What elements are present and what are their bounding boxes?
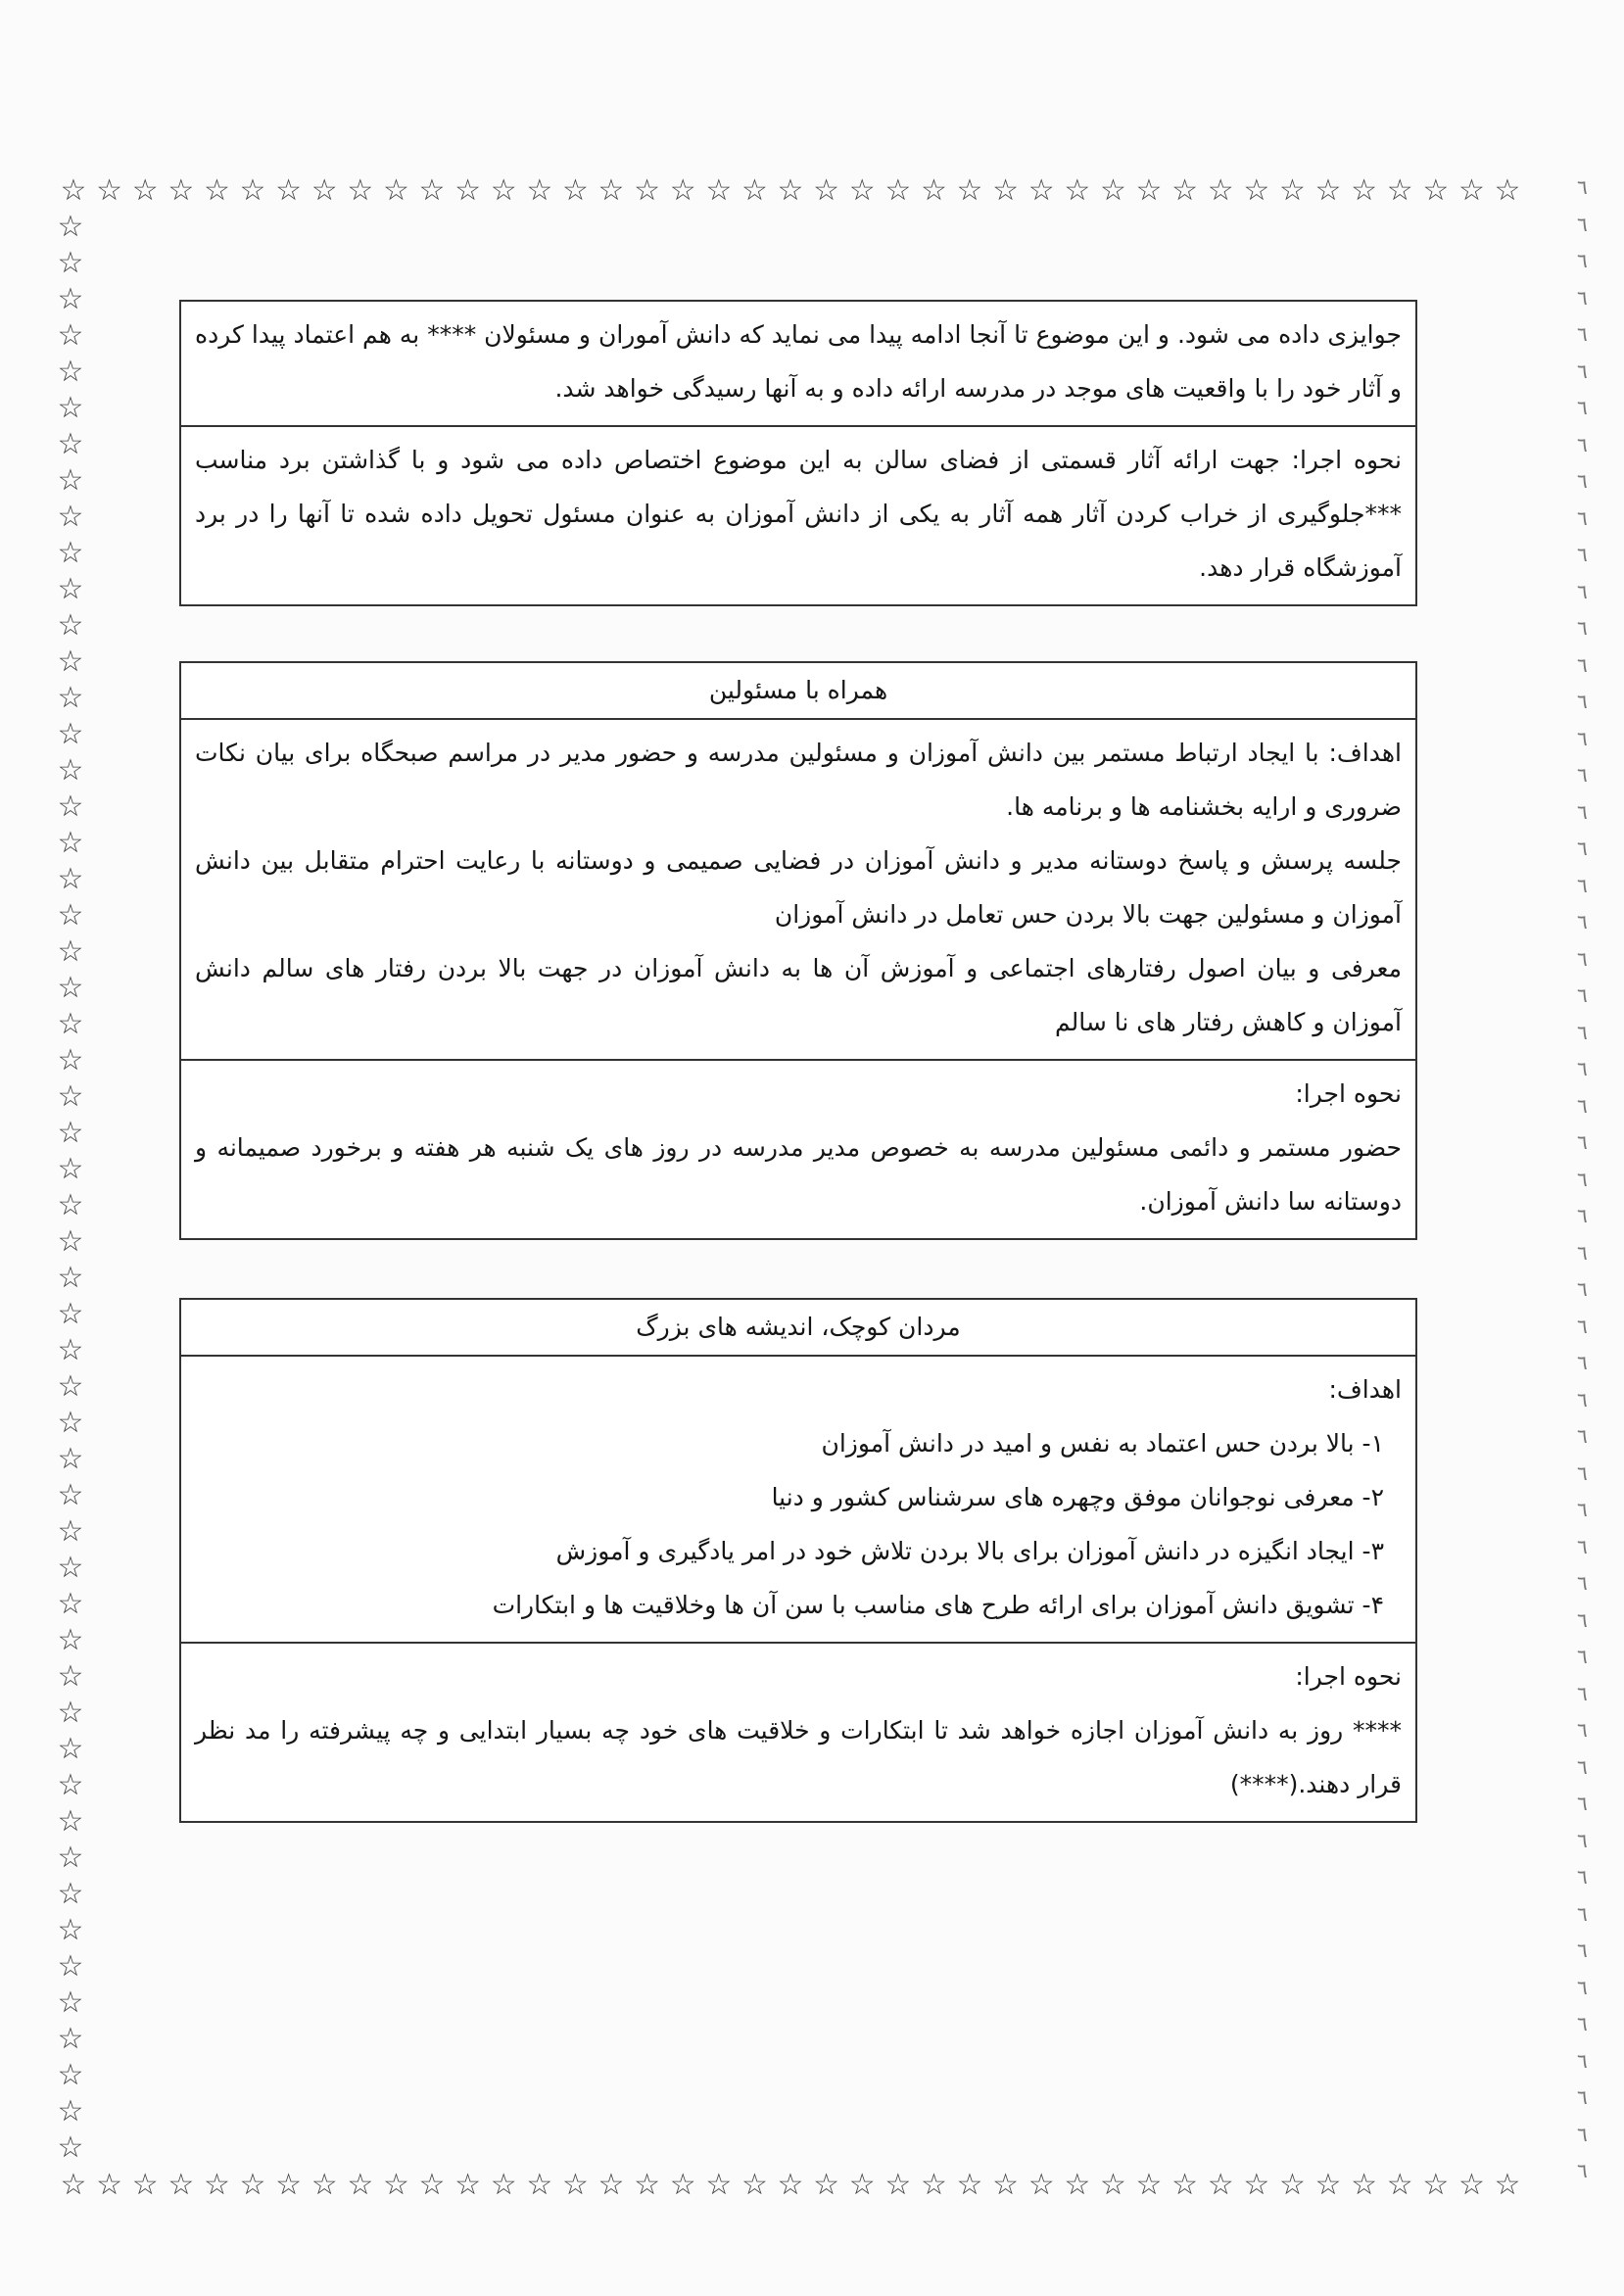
star-icon: ☆: [239, 173, 266, 208]
star-icon: ☆: [956, 2168, 983, 2202]
star-icon: ☆: [884, 2168, 912, 2202]
star-icon: ☆: [60, 173, 87, 208]
star-icon: ☆: [1064, 2168, 1091, 2202]
star-icon: ☆: [167, 2168, 195, 2202]
star-icon: ☆: [57, 2130, 84, 2165]
star-icon: ☆: [1099, 2168, 1126, 2202]
star-icon: ☆: [57, 1442, 84, 1476]
star-icon: ☆: [57, 572, 84, 606]
star-icon: ☆: [848, 173, 876, 208]
border-mark-icon: ٦: [1577, 285, 1588, 310]
star-icon: ☆: [1494, 173, 1521, 208]
star-icon: ☆: [1207, 173, 1234, 208]
border-mark-icon: ٦: [1577, 396, 1588, 419]
star-icon: ☆: [57, 2022, 84, 2056]
border-mark-icon: ٦: [1577, 1240, 1588, 1265]
star-icon: ☆: [669, 2168, 696, 2202]
star-icon: ☆: [669, 173, 696, 208]
method-paragraph: **** روز به دانش آموزان اجازه خواهد شد تا ابتکارات و خلاقیت های خود چه بسیار ابتدایی و چه پیشرفته را مد نظر قرار دهند.(****): [195, 1716, 1402, 1798]
star-icon: ☆: [1351, 2168, 1378, 2202]
goal-paragraph: جلسه پرسش و پاسخ دوستانه مدیر و دانش آموزان در فضایی صمیمی و دوستانه با رعایت احترام متقابل بین دانش آموزان و مسئولین جهت بالا بردن حس تعامل در دانش آموزان: [195, 846, 1402, 929]
border-mark-icon: ٦: [1577, 690, 1588, 713]
star-icon: ☆: [57, 2094, 84, 2129]
star-icon: ☆: [1386, 173, 1413, 208]
star-icon: ☆: [956, 173, 983, 208]
border-mark-icon: ٦: [1577, 1681, 1588, 1705]
border-mark-icon: ٦: [1577, 212, 1588, 236]
star-icon: ☆: [740, 173, 768, 208]
border-mark-icon: ٦: [1577, 1534, 1588, 1558]
star-icon: ☆: [454, 2168, 482, 2202]
border-mark-icon: ٦: [1577, 1865, 1588, 1889]
border-mark-icon: ٦: [1577, 1093, 1588, 1118]
star-icon: ☆: [57, 1587, 84, 1621]
star-icon: ☆: [1422, 2168, 1450, 2202]
border-mark-icon: ٦: [1577, 873, 1588, 897]
table-title: همراه با مسئولین: [708, 676, 888, 704]
paragraph: نحوه اجرا: جهت ارائه آثار قسمتی از فضای سالن به این موضوع اختصاص داده می شود و با گذاشتن برد مناسب ***جلوگیری از خراب کردن آثار همه آثار به یکی از دانش آموزان به عنوان مسئول تحویل داده شده تا آنها را در برد آموزشگاه قرار دهد.: [195, 446, 1402, 582]
border-mark-icon: ٦: [1577, 799, 1588, 824]
star-icon: ☆: [382, 173, 409, 208]
border-mark-icon: ٦: [1577, 1607, 1588, 1632]
star-icon: ☆: [1422, 173, 1450, 208]
border-mark-icon: ٦: [1577, 1938, 1588, 1962]
star-icon: ☆: [848, 2168, 876, 2202]
goals-label: اهداف:: [1328, 1375, 1402, 1404]
border-mark-icon: ٦: [1577, 1020, 1588, 1044]
border-mark-icon: ٦: [1577, 1754, 1588, 1779]
star-icon: ☆: [57, 318, 84, 353]
star-icon: ☆: [57, 1043, 84, 1077]
star-icon: ☆: [1457, 173, 1485, 208]
star-icon: ☆: [1207, 2168, 1234, 2202]
star-icon: ☆: [1099, 173, 1126, 208]
star-icon: ☆: [920, 173, 947, 208]
border-mark-icon: ٦: [1577, 432, 1588, 456]
star-icon: ☆: [57, 1007, 84, 1041]
star-icon: ☆: [57, 1297, 84, 1331]
star-icon: ☆: [526, 173, 553, 208]
border-mark-icon: ٦: [1577, 543, 1588, 566]
border-mark-icon: ٦: [1577, 1975, 1588, 1999]
star-icon: ☆: [57, 427, 84, 461]
border-mark-icon: ٦: [1577, 1204, 1588, 1227]
star-icon: ☆: [57, 1877, 84, 1911]
border-mark-icon: ٦: [1577, 1645, 1588, 1668]
border-mark-icon: ٦: [1577, 1828, 1588, 1852]
method-label: نحوه اجرا:: [1295, 1079, 1402, 1108]
border-mark-icon: ٦: [1577, 2048, 1588, 2073]
paragraph: جوایزی داده می شود. و این موضوع تا آنجا ادامه پیدا می نماید که دانش آموران و مسئولان **** به هم اعتماد پیدا کرده و آثار خود را با واقعیت های موجد در مدرسه ارائه داده و به آنها رسیدگی خواهد شد.: [195, 320, 1402, 403]
list-item: ۴- تشویق دانش آموزان برای ارائه طرح های مناسب با سن آن ها وخلاقیت ها و ابتکارات: [492, 1591, 1384, 1619]
star-icon: ☆: [705, 173, 733, 208]
border-mark-icon: ٦: [1577, 763, 1588, 787]
star-icon: ☆: [57, 282, 84, 316]
list-item: ۳- ایجاد انگیزه در دانش آموزان برای بالا بردن تلاش خود در امر یادگیری و آموزش: [555, 1537, 1384, 1565]
border-mark-icon: ٦: [1577, 175, 1588, 199]
star-icon: ☆: [57, 1188, 84, 1222]
star-icon: ☆: [57, 210, 84, 244]
star-icon: ☆: [57, 1659, 84, 1694]
star-icon: ☆: [57, 645, 84, 679]
star-icon: ☆: [57, 789, 84, 824]
border-mark-icon: ٦: [1577, 616, 1588, 640]
star-icon: ☆: [96, 173, 123, 208]
star-icon: ☆: [597, 173, 625, 208]
star-icon: ☆: [1027, 2168, 1055, 2202]
star-icon: ☆: [57, 1696, 84, 1730]
star-icon: ☆: [1457, 2168, 1485, 2202]
star-icon: ☆: [634, 2168, 661, 2202]
star-icon: ☆: [57, 536, 84, 570]
star-icon: ☆: [740, 2168, 768, 2202]
method-label: نحوه اجرا:: [1295, 1662, 1402, 1691]
border-mark-icon: ٦: [1577, 1130, 1588, 1154]
star-icon: ☆: [347, 173, 374, 208]
table-with-officials: [179, 661, 1417, 1240]
star-icon: ☆: [920, 2168, 947, 2202]
star-icon: ☆: [777, 173, 804, 208]
star-icon: ☆: [96, 2168, 123, 2202]
border-mark-icon: ٦: [1577, 983, 1588, 1007]
border-mark-icon: ٦: [1577, 837, 1588, 860]
star-icon: ☆: [57, 898, 84, 933]
star-icon: ☆: [1171, 173, 1199, 208]
table-row: [181, 302, 1415, 425]
star-icon: ☆: [57, 500, 84, 534]
star-icon: ☆: [992, 2168, 1020, 2202]
border-mark-icon: ٦: [1577, 726, 1588, 750]
border-mark-icon: ٦: [1577, 1167, 1588, 1191]
star-icon: ☆: [57, 246, 84, 280]
star-icon: ☆: [57, 1261, 84, 1295]
star-icon: ☆: [1278, 2168, 1306, 2202]
star-icon: ☆: [131, 2168, 159, 2202]
star-icon: ☆: [418, 2168, 446, 2202]
goals-row: [181, 1355, 1415, 1642]
star-icon: ☆: [239, 2168, 266, 2202]
star-icon: ☆: [57, 753, 84, 788]
border-mark-icon: ٦: [1577, 1498, 1588, 1521]
star-icon: ☆: [634, 173, 661, 208]
border-mark-icon: ٦: [1577, 1792, 1588, 1815]
star-icon: ☆: [813, 173, 840, 208]
star-icon: ☆: [57, 934, 84, 969]
star-icon: ☆: [57, 1116, 84, 1150]
star-icon: ☆: [705, 2168, 733, 2202]
star-icon: ☆: [57, 608, 84, 643]
method-row: [181, 1059, 1415, 1238]
star-icon: ☆: [1351, 173, 1378, 208]
goal-paragraph: معرفی و بیان اصول رفتارهای اجتماعی و آموزش آن ها به دانش آموزان در جهت بالا بردن رفتار های سالم دانش آموزان و کاهش رفتار های نا سالم: [195, 954, 1402, 1036]
star-icon: ☆: [57, 1079, 84, 1114]
border-mark-icon: ٦: [1577, 469, 1588, 493]
star-icon: ☆: [57, 1333, 84, 1367]
star-icon: ☆: [57, 355, 84, 389]
star-icon: ☆: [454, 173, 482, 208]
table-exhibition: [179, 300, 1417, 606]
table-row: [181, 425, 1415, 604]
border-mark-icon: ٦: [1577, 946, 1588, 971]
border-mark-icon: ٦: [1577, 322, 1588, 346]
star-icon: ☆: [57, 1623, 84, 1657]
star-icon: ☆: [1135, 173, 1163, 208]
star-icon: ☆: [310, 2168, 338, 2202]
star-icon: ☆: [1171, 2168, 1199, 2202]
border-mark-icon: ٦: [1577, 1057, 1588, 1080]
star-icon: ☆: [57, 826, 84, 860]
star-icon: ☆: [1494, 2168, 1521, 2202]
star-icon: ☆: [57, 717, 84, 751]
list-item: ۲- معرفی نوجوانان موفق وچهره های سرشناس کشور و دنیا: [771, 1483, 1384, 1511]
star-icon: ☆: [57, 1478, 84, 1512]
border-mark-icon: ٦: [1577, 910, 1588, 933]
star-icon: ☆: [1064, 173, 1091, 208]
star-icon: ☆: [597, 2168, 625, 2202]
star-icon: ☆: [1314, 2168, 1342, 2202]
star-icon: ☆: [1314, 173, 1342, 208]
star-icon: ☆: [57, 1949, 84, 1984]
border-mark-icon: ٦: [1577, 652, 1588, 677]
star-icon: ☆: [57, 1985, 84, 2020]
star-icon: ☆: [203, 2168, 230, 2202]
star-icon: ☆: [490, 2168, 517, 2202]
border-mark-icon: ٦: [1577, 505, 1588, 530]
star-icon: ☆: [992, 173, 1020, 208]
star-icon: ☆: [57, 1732, 84, 1766]
star-icon: ☆: [57, 2058, 84, 2092]
star-icon: ☆: [1386, 2168, 1413, 2202]
star-icon: ☆: [418, 173, 446, 208]
star-icon: ☆: [57, 862, 84, 896]
star-icon: ☆: [275, 2168, 303, 2202]
star-icon: ☆: [60, 2168, 87, 2202]
border-mark-icon: ٦: [1577, 2012, 1588, 2035]
star-icon: ☆: [777, 2168, 804, 2202]
star-icon: ☆: [57, 1768, 84, 1802]
star-icon: ☆: [1243, 2168, 1270, 2202]
star-icon: ☆: [310, 173, 338, 208]
star-icon: ☆: [57, 681, 84, 715]
star-icon: ☆: [1027, 173, 1055, 208]
method-row: [181, 1642, 1415, 1821]
star-icon: ☆: [884, 173, 912, 208]
star-icon: ☆: [57, 1152, 84, 1186]
border-mark-icon: ٦: [1577, 1571, 1588, 1595]
star-icon: ☆: [57, 1804, 84, 1839]
goal-paragraph: اهداف: با ایجاد ارتباط مستمر بین دانش آموزان و مسئولین مدرسه و حضور مدیر در مراسم صبحگاه برای بیان نکات ضروری و ارایه بخشنامه ها و برنامه ها.: [195, 739, 1402, 821]
table-little-men-big-ideas: [179, 1298, 1417, 1823]
star-icon: ☆: [57, 391, 84, 425]
goals-row: [181, 718, 1415, 1059]
star-icon: ☆: [526, 2168, 553, 2202]
star-icon: ☆: [57, 1551, 84, 1585]
border-mark-icon: ٦: [1577, 1460, 1588, 1485]
star-icon: ☆: [813, 2168, 840, 2202]
border-mark-icon: ٦: [1577, 1901, 1588, 1926]
star-icon: ☆: [57, 1913, 84, 1947]
star-icon: ☆: [203, 173, 230, 208]
border-mark-icon: ٦: [1577, 2085, 1588, 2109]
list-item: ۱- بالا بردن حس اعتماد به نفس و امید در دانش آموزان: [821, 1429, 1384, 1458]
star-icon: ☆: [57, 1841, 84, 1875]
border-mark-icon: ٦: [1577, 359, 1588, 383]
star-icon: ☆: [561, 2168, 589, 2202]
border-mark-icon: ٦: [1577, 1277, 1588, 1301]
border-mark-icon: ٦: [1577, 1424, 1588, 1448]
border-mark-icon: ٦: [1577, 249, 1588, 272]
star-icon: ☆: [382, 2168, 409, 2202]
star-icon: ☆: [57, 1224, 84, 1259]
border-mark-icon: ٦: [1577, 1387, 1588, 1411]
goals-list: [195, 1416, 1402, 1632]
star-icon: ☆: [347, 2168, 374, 2202]
star-icon: ☆: [1278, 173, 1306, 208]
star-icon: ☆: [1135, 2168, 1163, 2202]
border-mark-icon: ٦: [1577, 1351, 1588, 1374]
border-mark-icon: ٦: [1577, 1718, 1588, 1742]
border-mark-icon: ٦: [1577, 2122, 1588, 2146]
method-paragraph: حضور مستمر و دائمی مسئولین مدرسه به خصوص مدیر مدرسه در روز های یک شنبه هر هفته و برخورد صمیمانه و دوستانه سا دانش آموزان.: [195, 1133, 1402, 1216]
table-title: مردان کوچک، اندیشه های بزرگ: [636, 1313, 961, 1341]
border-mark-icon: ٦: [1577, 2159, 1588, 2182]
star-icon: ☆: [561, 173, 589, 208]
star-icon: ☆: [57, 1369, 84, 1404]
star-icon: ☆: [167, 173, 195, 208]
star-icon: ☆: [1243, 173, 1270, 208]
star-icon: ☆: [275, 173, 303, 208]
star-icon: ☆: [57, 1406, 84, 1440]
border-mark-icon: ٦: [1577, 579, 1588, 603]
star-icon: ☆: [131, 173, 159, 208]
star-icon: ☆: [57, 1514, 84, 1549]
star-icon: ☆: [57, 463, 84, 498]
star-icon: ☆: [490, 173, 517, 208]
border-mark-icon: ٦: [1577, 1314, 1588, 1338]
star-icon: ☆: [57, 971, 84, 1005]
